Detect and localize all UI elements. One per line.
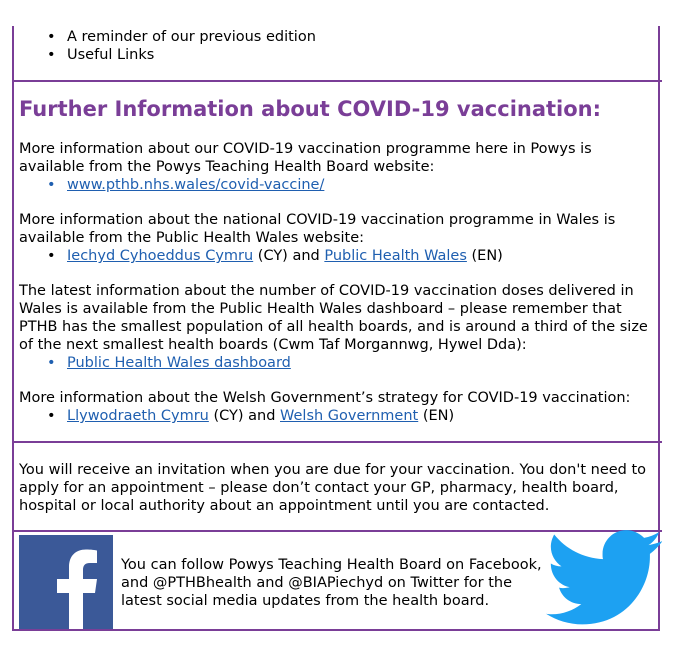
phw-link[interactable]: Public Health Wales	[324, 248, 467, 264]
link-list	[47, 354, 291, 372]
list-item: • Llywodraeth Cymru (CY) and Welsh Government (EN)	[47, 408, 455, 424]
facebook-icon[interactable]	[19, 535, 113, 629]
paragraph: More information about our COVID-19 vaccination programme here in Powys is available from the Powys Teaching Health Board website:	[19, 141, 592, 175]
list-item: • A reminder of our previous edition	[47, 29, 316, 45]
link-list	[47, 247, 503, 265]
social-media-text: You can follow Powys Teaching Health Board on Facebook, and @PTHBhealth and @BIAPiechyd on Twitter for the latest social media updates from the health board.	[121, 557, 542, 609]
list-item: • Iechyd Cyhoeddus Cymru (CY) and Public Health Wales (EN)	[47, 248, 503, 264]
llywodraeth-link[interactable]: Llywodraeth Cymru	[67, 408, 209, 424]
welsh-gov-link[interactable]: Welsh Government	[280, 408, 419, 424]
paragraph: More information about the national COVID-19 vaccination programme in Wales is available from the Public Health Wales website:	[19, 212, 616, 246]
contents-list	[47, 28, 316, 64]
list-item: • Useful Links	[47, 47, 155, 63]
iechyd-link[interactable]: Iechyd Cyhoeddus Cymru	[67, 248, 254, 264]
paragraph: The latest information about the number of COVID-19 vaccination doses delivered in Wales is available from the Public Health Wales dashboard – please remember that PTHB has the smallest population of all health boards, and is around a third of the size of the next smallest health boards (Cwm Taf Morgannwg, Hywel Dda):	[19, 283, 648, 353]
paragraph: More information about the Welsh Government’s strategy for COVID-19 vaccination:	[19, 390, 631, 406]
section-heading: Further Information about COVID-19 vaccination:	[19, 97, 602, 121]
invitation-notice: You will receive an invitation when you are due for your vaccination. You don't need to apply for an appointment – please don’t contact your GP, pharmacy, health board, hospital or local authority about an appointment until you are contacted.	[19, 462, 647, 514]
link-list	[47, 407, 455, 425]
phw-dashboard-link[interactable]: Public Health Wales dashboard	[67, 355, 291, 371]
divider	[12, 80, 662, 82]
twitter-icon[interactable]	[546, 528, 662, 628]
list-item: • www.pthb.nhs.wales/covid-vaccine/	[47, 177, 325, 193]
link-list	[47, 176, 325, 194]
pthb-covid-link[interactable]: www.pthb.nhs.wales/covid-vaccine/	[67, 177, 325, 193]
list-item: • Public Health Wales dashboard	[47, 355, 291, 371]
divider	[12, 441, 662, 443]
